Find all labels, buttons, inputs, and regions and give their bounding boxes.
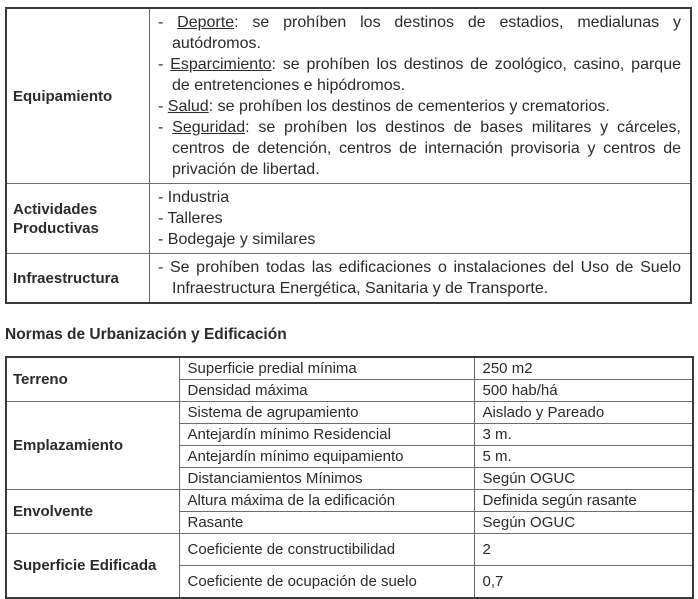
list-item bbox=[158, 117, 681, 180]
param-cell: Superficie predial mínima bbox=[179, 357, 474, 380]
bullet-dash: - bbox=[158, 189, 164, 206]
param-cell: Sistema de agrupamiento bbox=[179, 402, 474, 424]
item-text: Bodegaje y similares bbox=[167, 231, 316, 248]
section-title: Normas de Urbanización y Edificación bbox=[5, 326, 287, 343]
underlined-term: Deporte bbox=[177, 14, 235, 31]
item-text: : se prohíben los destinos de bases militares y cárceles, centros de detención, centros de internación provisoria y centros de privación de libertad. bbox=[172, 119, 681, 178]
param-cell: Densidad máxima bbox=[179, 380, 474, 402]
param-cell: Rasante bbox=[179, 512, 474, 534]
bullet-dash: - bbox=[158, 210, 164, 227]
row-content bbox=[150, 184, 692, 254]
row-label: Emplazamiento bbox=[6, 402, 179, 490]
item-text: Industria bbox=[167, 189, 230, 206]
value-cell: Según OGUC bbox=[474, 512, 693, 534]
item-text: Se prohíben todas las edificaciones o instalaciones del Uso de Suelo Infraestructura Energética, Sanitaria y de Transporte. bbox=[169, 259, 682, 297]
item-text: : se prohíben los destinos de estadios, medialunas y autódromos. bbox=[172, 14, 681, 52]
underlined-term: Esparcimiento bbox=[170, 56, 272, 73]
bullet-dash: - bbox=[158, 231, 164, 248]
bullet-dash: - bbox=[158, 98, 164, 115]
bullet-dash: - bbox=[158, 119, 164, 136]
row-label: Equipamiento bbox=[6, 8, 150, 184]
urban-norms-table bbox=[5, 356, 694, 599]
param-cell: Coeficiente de ocupación de suelo bbox=[179, 566, 474, 599]
bullet-dash: - bbox=[158, 56, 164, 73]
param-cell: Antejardín mínimo equipamiento bbox=[179, 446, 474, 468]
prohibited-uses-table bbox=[5, 7, 692, 304]
row-content bbox=[150, 254, 692, 304]
item-text: : se prohíben los destinos de zoológico, casino, parque de entretenciones e hipódromos. bbox=[172, 56, 681, 94]
row-label: Actividades Productivas bbox=[6, 184, 150, 254]
table-row bbox=[6, 184, 691, 254]
value-cell: Definida según rasante bbox=[474, 490, 693, 512]
list-item bbox=[158, 229, 681, 250]
row-content bbox=[150, 8, 692, 184]
row-label: Envolvente bbox=[6, 490, 179, 534]
row-label: Terreno bbox=[6, 357, 179, 402]
underlined-term: Seguridad bbox=[172, 119, 246, 136]
param-cell: Antejardín mínimo Residencial bbox=[179, 424, 474, 446]
param-cell: Altura máxima de la edificación bbox=[179, 490, 474, 512]
item-text: Talleres bbox=[167, 210, 223, 227]
table-row bbox=[6, 534, 693, 566]
value-cell: 250 m2 bbox=[474, 357, 693, 380]
list-item bbox=[158, 96, 681, 117]
table-row bbox=[6, 402, 693, 424]
value-cell: Aislado y Pareado bbox=[474, 402, 693, 424]
list-item bbox=[158, 12, 681, 54]
value-cell: 0,7 bbox=[474, 566, 693, 599]
row-label: Superficie Edificada bbox=[6, 534, 179, 599]
bullet-dash: - bbox=[158, 259, 164, 276]
value-cell: 5 m. bbox=[474, 446, 693, 468]
value-cell: Según OGUC bbox=[474, 468, 693, 490]
table-row bbox=[6, 490, 693, 512]
list-item bbox=[158, 54, 681, 96]
param-cell: Coeficiente de constructibilidad bbox=[179, 534, 474, 566]
underlined-term: Salud bbox=[167, 98, 209, 115]
list-item bbox=[158, 208, 681, 229]
table-row bbox=[6, 254, 691, 304]
param-cell: Distanciamientos Mínimos bbox=[179, 468, 474, 490]
table-row bbox=[6, 8, 691, 184]
list-item bbox=[158, 187, 681, 208]
table-row bbox=[6, 357, 693, 380]
value-cell: 3 m. bbox=[474, 424, 693, 446]
value-cell: 500 hab/há bbox=[474, 380, 693, 402]
list-item bbox=[158, 257, 681, 299]
item-text: : se prohíben los destinos de cementerios y crematorios. bbox=[208, 98, 610, 115]
row-label: Infraestructura bbox=[6, 254, 150, 304]
bullet-dash: - bbox=[158, 14, 164, 31]
value-cell: 2 bbox=[474, 534, 693, 566]
